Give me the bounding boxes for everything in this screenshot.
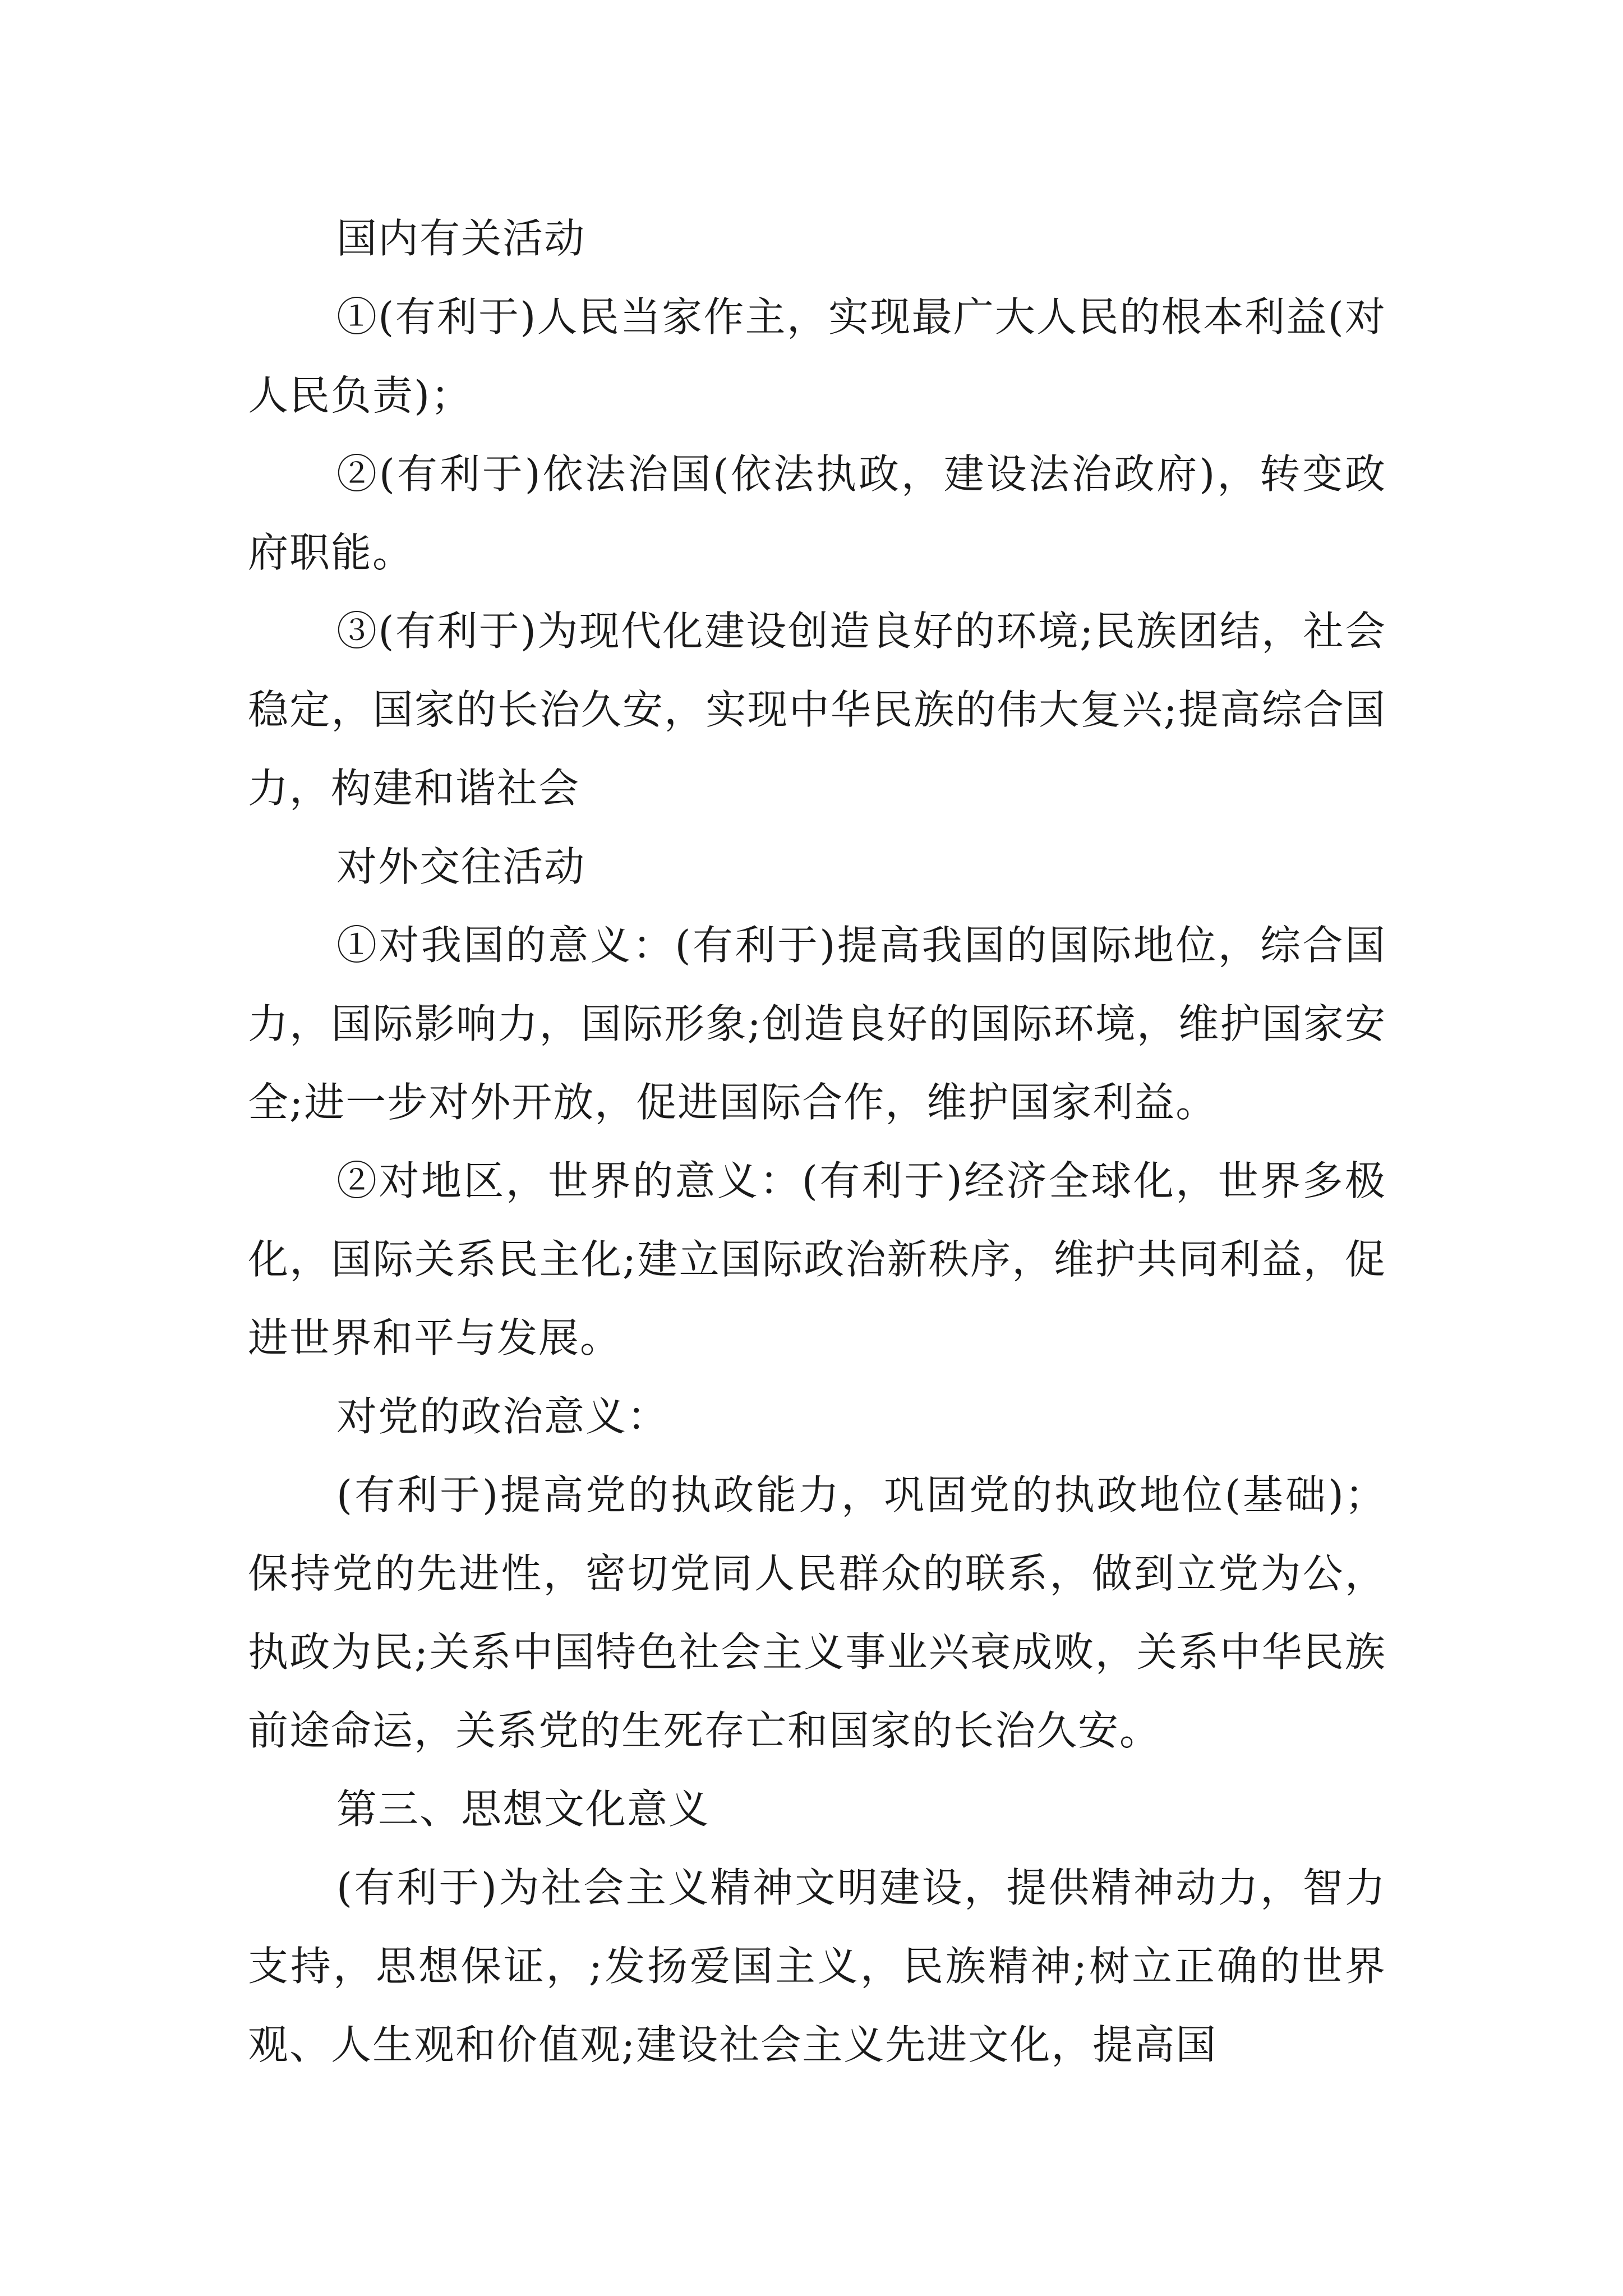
paragraph-domestic-1: ①(有利于)人民当家作主，实现最广大人民的根本利益(对人民负责)； bbox=[248, 293, 1386, 419]
paragraph-foreign-1: ①对我国的意义：(有利于)提高我国的国际地位，综合国力，国际影响力，国际形象;创造良好的国际环境，维护国家安全;进一步对外开放，促进国际合作，维护国家利益。 bbox=[248, 922, 1386, 1126]
paragraph-party-significance: (有利于)提高党的执政能力，巩固党的执政地位(基础)；保持党的先进性，密切党同人民群众的联系，做到立党为公，执政为民;关系中国特色社会主义事业兴衰成败，关系中华民族前途命运，关系党的生死存亡和国家的长治久安。 bbox=[248, 1471, 1386, 1754]
paragraph-domestic-2: ②(有利于)依法治国(依法执政，建设法治政府)，转变政府职能。 bbox=[248, 450, 1386, 576]
heading-foreign-activities: 对外交往活动 bbox=[336, 843, 586, 890]
paragraph-foreign-2: ②对地区，世界的意义：(有利于)经济全球化，世界多极化，国际关系民主化;建立国际政治新秩序，维护共同利益，促进世界和平与发展。 bbox=[248, 1157, 1386, 1361]
paragraph-ideological-cultural: (有利于)为社会主义精神文明建设，提供精神动力，智力支持，思想保证，;发扬爱国主义，民族精神;树立正确的世界观、人生观和价值观;建设社会主义先进文化，提高国 bbox=[248, 1864, 1386, 2068]
heading-ideological-cultural-significance: 第三、思想文化意义 bbox=[336, 1786, 711, 1833]
paragraph-domestic-3: ③(有利于)为现代化建设创造良好的环境;民族团结，社会稳定，国家的长治久安，实现中华民族的伟大复兴;提高综合国力，构建和谐社会 bbox=[248, 608, 1386, 812]
heading-party-political-significance: 对党的政治意义： bbox=[336, 1393, 669, 1440]
heading-domestic-activities: 国内有关活动 bbox=[336, 215, 586, 262]
document-body bbox=[248, 199, 1386, 2084]
